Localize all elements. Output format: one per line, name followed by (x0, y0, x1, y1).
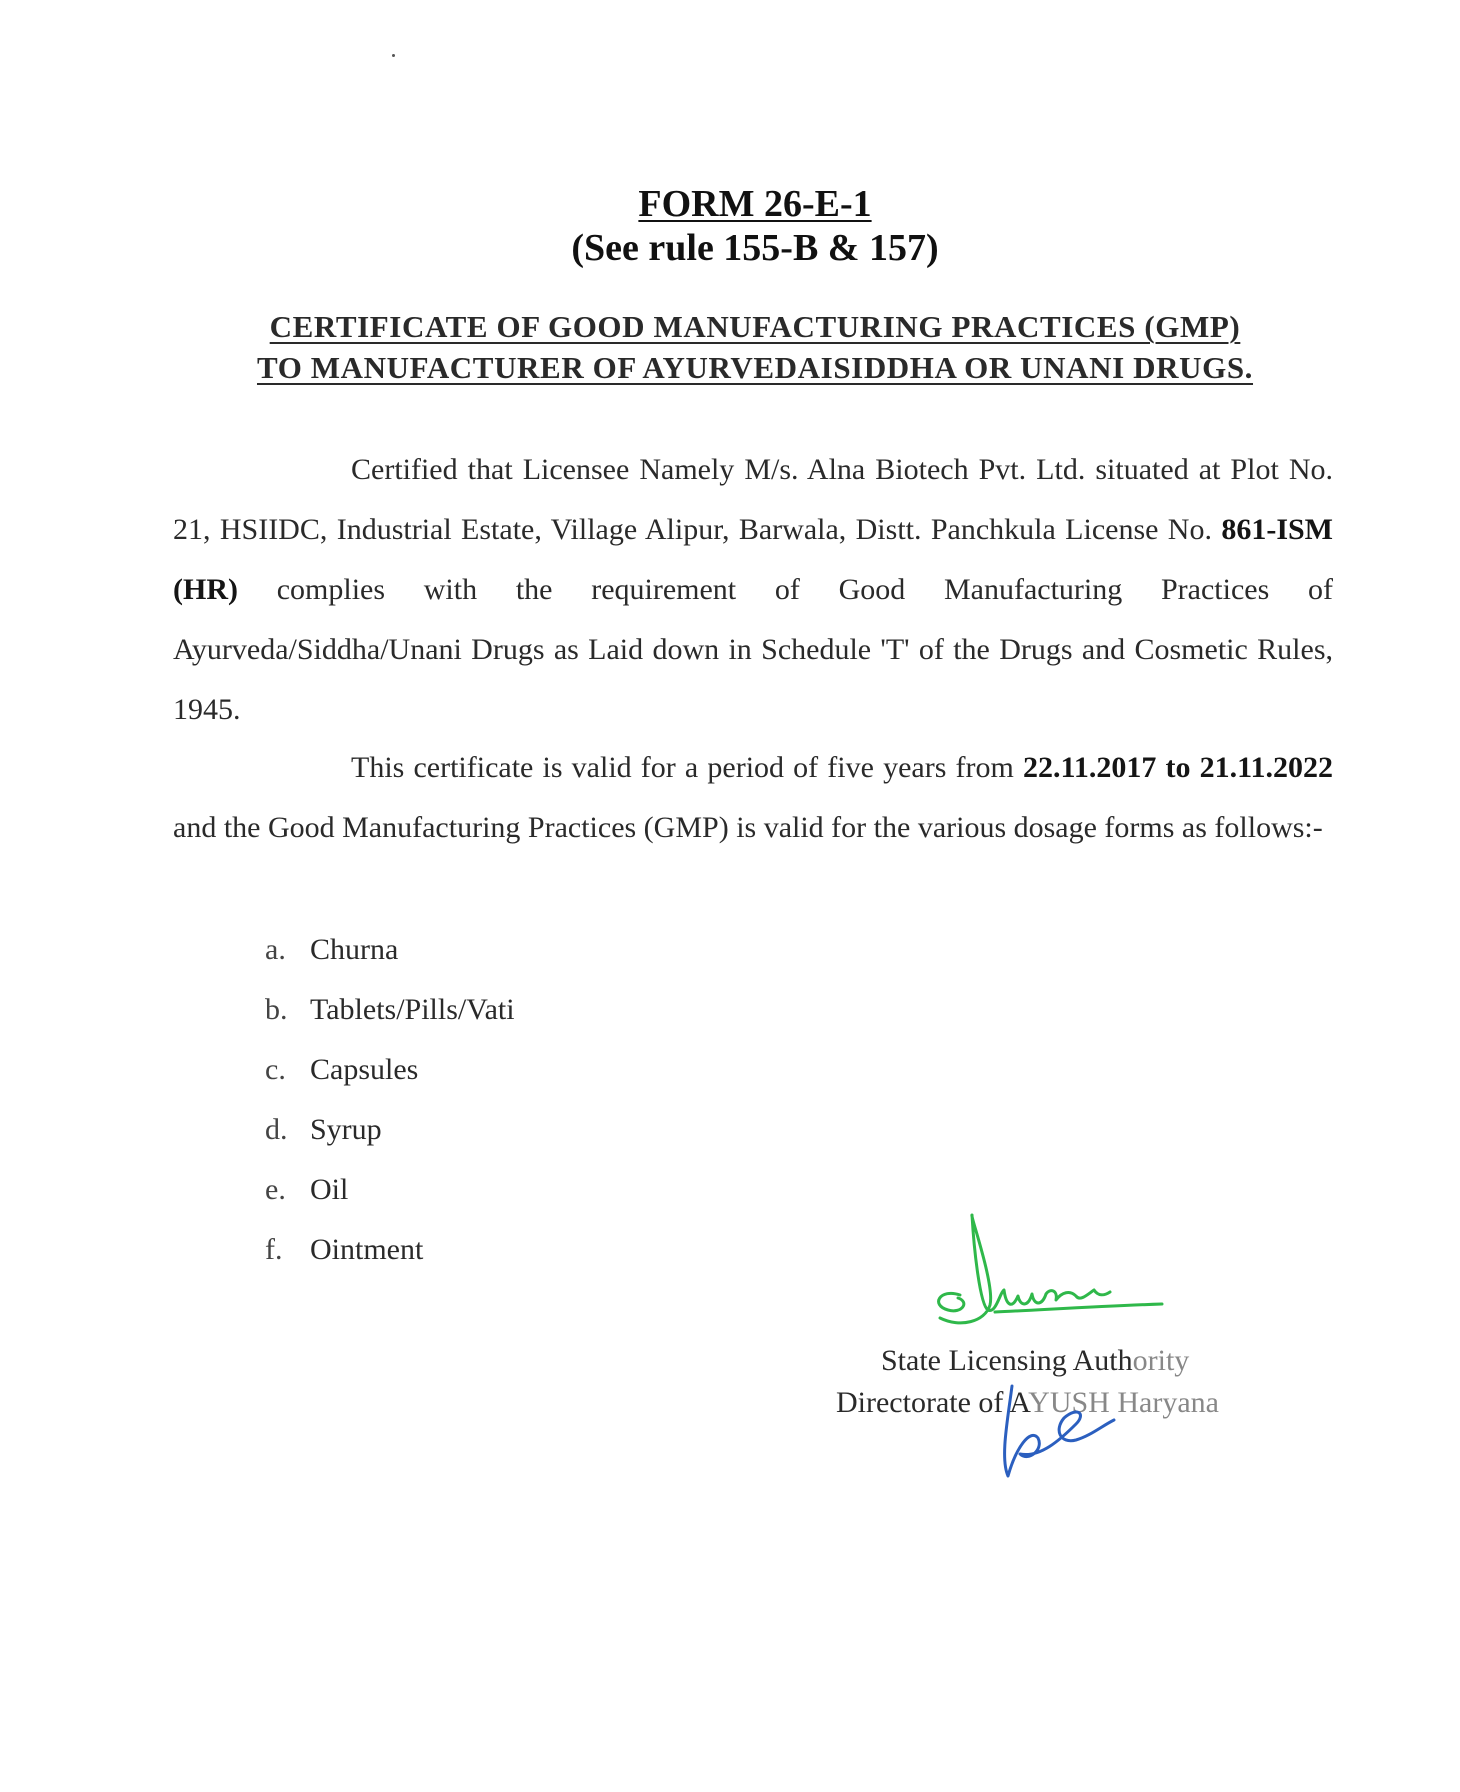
valid-to-date: 21.11.2022 (1199, 751, 1334, 784)
form-header (0, 182, 1460, 270)
initials-stroke (1005, 1386, 1114, 1476)
list-item-letter: e. (265, 1173, 286, 1206)
valid-from-date: 22.11.2017 (1023, 751, 1157, 784)
validity-to-word: to (1156, 751, 1191, 784)
signatory-title-faded-part: ority (1132, 1344, 1190, 1377)
authority-signature (900, 1210, 1180, 1340)
signatory-directorate-part: Directorate of A (836, 1386, 1029, 1419)
list-item-letter: f. (265, 1233, 283, 1266)
validity-text-rest: and the Good Manufacturing Practices (GMP) is valid for the various dosage forms as follows:- (173, 811, 1323, 844)
signatory-directorate-faded-part: YUSH Haryana (1028, 1386, 1219, 1419)
certificate-heading-line-2: TO MANUFACTURER OF AYURVEDAISIDDHA OR UNANI DRUGS. (256, 350, 1254, 385)
list-item-letter: c. (265, 1053, 286, 1086)
certification-text-rest: complies with the requirement of Good Manufacturing Practices of Ayurveda/Siddha/Unani Drugs as Laid down in Schedule 'T' of the Drugs and Cosmetic Rules, 1945. (173, 573, 1333, 726)
signatory-title-part: State Licensing Auth (881, 1344, 1133, 1377)
dosage-forms-list (265, 920, 515, 1280)
list-item-name: Oil (310, 1173, 349, 1206)
list-item-letter: a. (265, 933, 286, 966)
certificate-heading-line-1: CERTIFICATE OF GOOD MANUFACTURING PRACTICES (GMP) (269, 309, 1241, 344)
list-item (265, 1220, 515, 1280)
validity-text-intro: This certificate is valid for a period of five years from (351, 751, 1023, 784)
signatory-title (836, 1340, 1219, 1382)
list-item (265, 920, 515, 980)
list-item-name: Capsules (310, 1053, 419, 1086)
form-rule-reference: (See rule 155-B & 157) (571, 227, 939, 269)
list-item-name: Churna (310, 933, 399, 966)
certification-text-intro: Certified that Licensee Namely M/s. Alna Biotech Pvt. Ltd. situated at Plot No. 21, HSIIDC, Industrial Estate, Village Alipur, Barwala, Distt. Panchkula License No. (173, 453, 1333, 546)
certification-paragraph (173, 440, 1333, 740)
list-item-letter: d. (265, 1113, 288, 1146)
validity-paragraph (173, 738, 1333, 858)
certificate-heading (0, 306, 1460, 388)
list-item-letter: b. (265, 993, 288, 1026)
list-item (265, 980, 515, 1040)
list-item-name: Tablets/Pills/Vati (310, 993, 515, 1026)
list-item (265, 1160, 515, 1220)
scan-speck (392, 54, 395, 57)
list-item-name: Ointment (310, 1233, 424, 1266)
list-item (265, 1040, 515, 1100)
license-number: 861-ISM (HR) (173, 513, 1333, 606)
officer-initials (990, 1378, 1120, 1488)
list-item (265, 1100, 515, 1160)
signature-underline (995, 1304, 1162, 1312)
list-item-name: Syrup (310, 1113, 382, 1146)
form-title: FORM 26-E-1 (638, 183, 872, 225)
